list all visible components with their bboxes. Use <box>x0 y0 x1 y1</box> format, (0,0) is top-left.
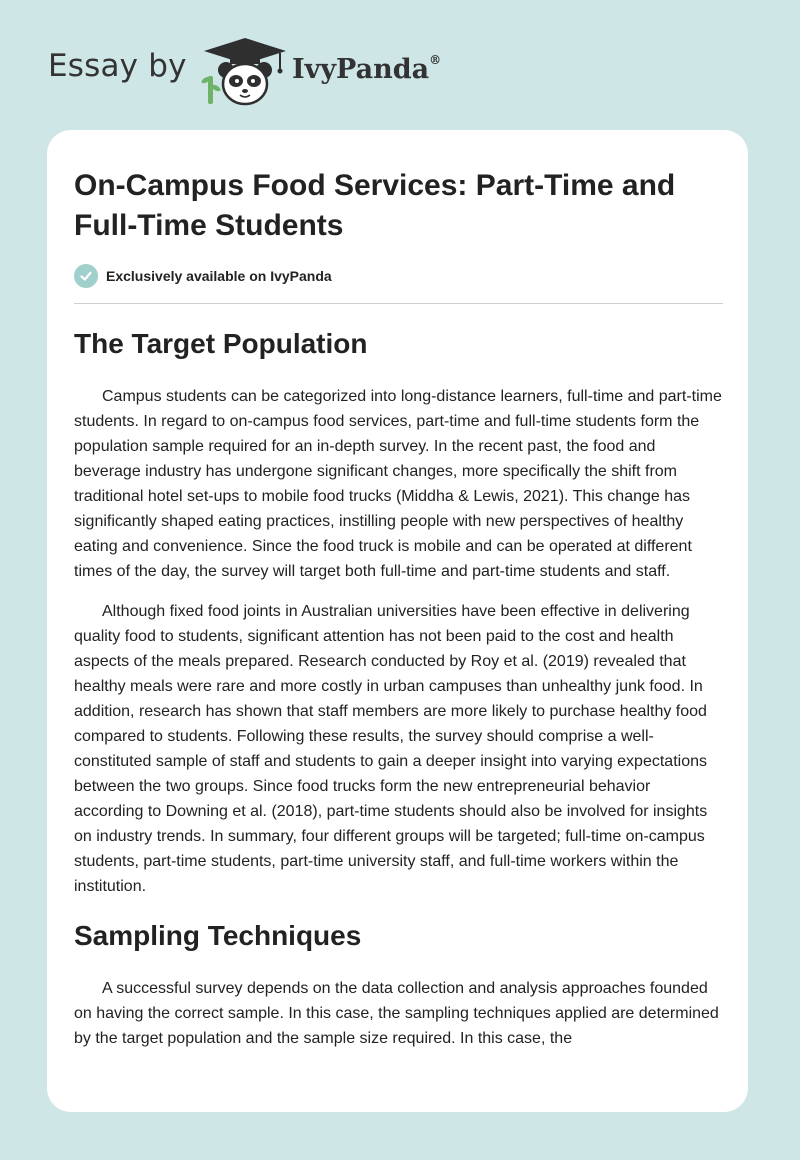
article-title: On-Campus Food Services: Part-Time and Full-Time Students <box>74 169 676 242</box>
brand-text: IvyPanda <box>292 54 430 85</box>
registered-mark: ® <box>429 53 442 67</box>
paragraph: A successful survey depends on the data collection and analysis approaches founded on having the correct sample. In this case, the sampling techniques applied are determined by the target population and the sample size required. In this case, the <box>74 980 719 1047</box>
exclusive-badge <box>74 264 332 288</box>
exclusive-badge-label: Exclusively available on IvyPanda <box>106 268 332 284</box>
paragraph: Campus students can be categorized into long-distance learners, full-time and part-time students. In regard to on-campus food services, part-time and full-time students form the population sample required for an in-depth survey. In the recent past, the food and beverage industry has undergone significant changes, more specifically the shift from traditional hotel set-ups to mobile food trucks (Middha & Lewis, 2021). This change has significantly shaped eating practices, instilling people with new perspectives of healthy eating and convenience. Since the food truck is mobile and can be operated at different times of the day, the survey will target both full-time and part-time students and staff. <box>74 388 722 580</box>
title-divider <box>74 303 723 304</box>
brand-name[interactable] <box>292 54 441 85</box>
essay-by-label: Essay by <box>48 48 187 84</box>
section-heading-target-population: The Target Population <box>74 328 368 359</box>
site-header <box>0 0 800 130</box>
article-card <box>47 130 748 1112</box>
article-body <box>74 324 723 1051</box>
section-heading-sampling-techniques: Sampling Techniques <box>74 920 362 951</box>
panda-logo-icon[interactable] <box>200 36 290 108</box>
paragraph: Although fixed food joints in Australian universities have been effective in delivering quality food to students, significant attention has not been paid to the cost and health aspects of the meals prepared. Research conducted by Roy et al. (2019) revealed that healthy meals were rare and more costly in urban campuses than unhealthy junk food. In addition, research has shown that staff members are more likely to purchase healthy food compared to students. Following these results, the survey should comprise a well-constituted sample of staff and students to gain a deeper insight into varying expectations between the two groups. Since food trucks form the new entrepreneurial behavior according to Downing et al. (2018), part-time students should also be involved for insights on industry trends. In summary, four different groups will be targeted; full-time on-campus students, part-time students, part-time university staff, and full-time workers within the institution. <box>74 603 708 895</box>
check-circle-icon <box>74 264 98 288</box>
